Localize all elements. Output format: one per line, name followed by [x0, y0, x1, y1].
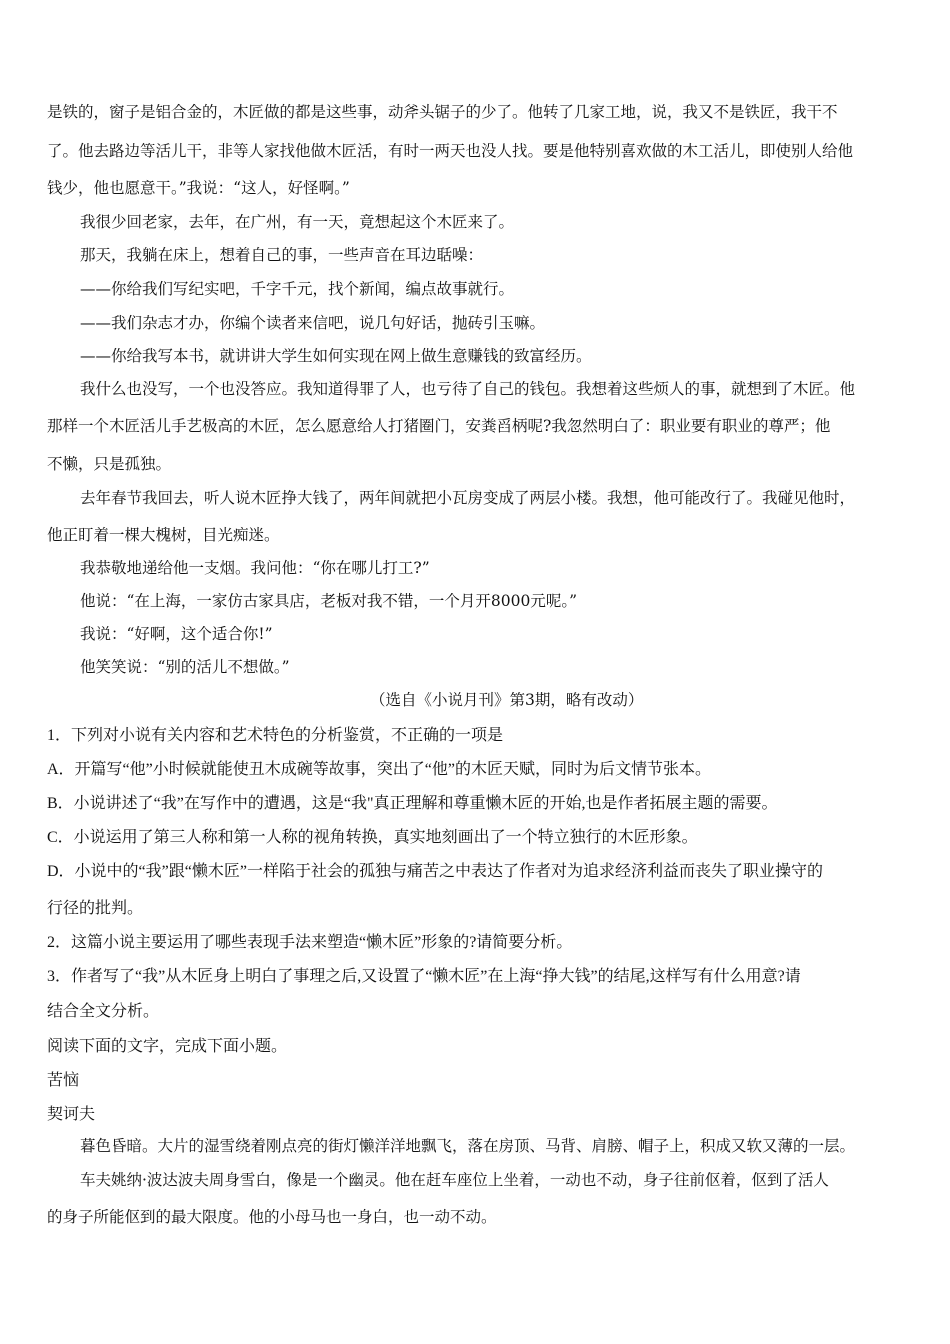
story-title: 苦恼	[47, 1072, 80, 1089]
story-line: 我很少回老家，去年，在广州，有一天，竟想起这个木匠来了。	[80, 213, 515, 231]
story-line: 去年春节我回去，听人说木匠挣大钱了，两年间就把小瓦房变成了两层小楼。我想，他可能改行了。我碰见他时，	[80, 489, 856, 507]
option-c: C．小说运用了第三人称和第一人称的视角转换，真实地刻画出了一个特立独行的木匠形象。	[47, 829, 698, 846]
story-line: ——你给我们写纪实吧，千字千元，找个新闻，编点故事就行。	[80, 280, 515, 298]
story-line: 我什么也没写，一个也没答应。我知道得罪了人，也亏待了自己的钱包。我想着这些烦人的事，就想到了木匠。他	[80, 380, 856, 398]
story-line: 那样一个木匠活儿手艺极高的木匠，怎么愿意给人打猪圈门，安粪舀柄呢?我忽然明白了：职业要有职业的尊严；他	[47, 417, 831, 435]
option-d: D．小说中的“我”跟“懒木匠”一样陷于社会的孤独与痛苦之中表达了作者对为追求经济利益而丧失了职业操守的	[47, 863, 823, 880]
story-line: 他正盯着一棵大槐树，目光痴迷。	[47, 526, 280, 544]
story-line: 是铁的，窗子是铝合金的，木匠做的都是这些事，动斧头锯子的少了。他转了几家工地，说，我又不是铁匠，我干不	[47, 103, 838, 121]
story-line: 他笑笑说：“别的活儿不想做。”	[80, 658, 290, 676]
story-line: 那天，我躺在床上，想着自己的事，一些声音在耳边聒噪：	[80, 246, 484, 264]
story-line: 车夫姚纳·波达波夫周身雪白，像是一个幽灵。他在赶车座位上坐着，一动也不动，身子往前伛着，伛到了活人	[80, 1171, 829, 1189]
question-3-continued: 结合全文分析。	[47, 1003, 160, 1020]
story-line: 的身子所能伛到的最大限度。他的小母马也一身白，也一动不动。	[47, 1208, 497, 1226]
story-line: ——我们杂志才办，你编个读者来信吧，说几句好话，抛砖引玉嘛。	[80, 314, 546, 332]
story-line: 我恭敬地递给他一支烟。我问他：“你在哪儿打工?”	[80, 559, 430, 577]
question-1: 1．下列对小说有关内容和艺术特色的分析鉴赏，不正确的一项是	[47, 727, 504, 744]
option-a: A．开篇写“他”小时候就能使丑木成碗等故事，突出了“他”的木匠天赋，同时为后文情节张本。	[47, 761, 711, 778]
story-line: 我说：“好啊，这个适合你!”	[80, 625, 273, 643]
story-line: 钱少，他也愿意干。”我说：“这人，好怪啊。”	[47, 179, 350, 197]
source-note: （选自《小说月刊》第3期，略有改动）	[370, 691, 644, 709]
story-line: 他说：“在上海，一家仿古家具店，老板对我不错，一个月开8000元呢。”	[80, 592, 578, 610]
question-3: 3．作者写了“我”从木匠身上明白了事理之后,又设置了“懒木匠”在上海“挣大钱”的结尾,这样写有什么用意?请	[47, 968, 801, 985]
story-line: ——你给我写本书，就讲讲大学生如何实现在网上做生意赚钱的致富经历。	[80, 347, 592, 365]
option-d-continued: 行径的批判。	[47, 900, 144, 917]
option-b: B．小说讲述了“我”在写作中的遭遇，这是“我"真正理解和尊重懒木匠的开始,也是作者拓展主题的需要。	[47, 795, 778, 812]
story-author: 契诃夫	[47, 1106, 96, 1123]
story-line: 暮色昏暗。大片的湿雪绕着刚点亮的街灯懒洋洋地飘飞，落在房顶、马背、肩膀、帽子上，积成又软又薄的一层。	[80, 1137, 856, 1155]
story-line: 不懒，只是孤独。	[47, 455, 172, 473]
story-line: 了。他去路边等活儿干，非等人家找他做木匠活，有时一两天也没人找。要是他特别喜欢做的木工活儿，即使别人给他	[47, 142, 854, 160]
question-2: 2．这篇小说主要运用了哪些表现手法来塑造“懒木匠”形象的?请简要分析。	[47, 934, 573, 951]
reading-instruction: 阅读下面的文字，完成下面小题。	[47, 1038, 288, 1055]
